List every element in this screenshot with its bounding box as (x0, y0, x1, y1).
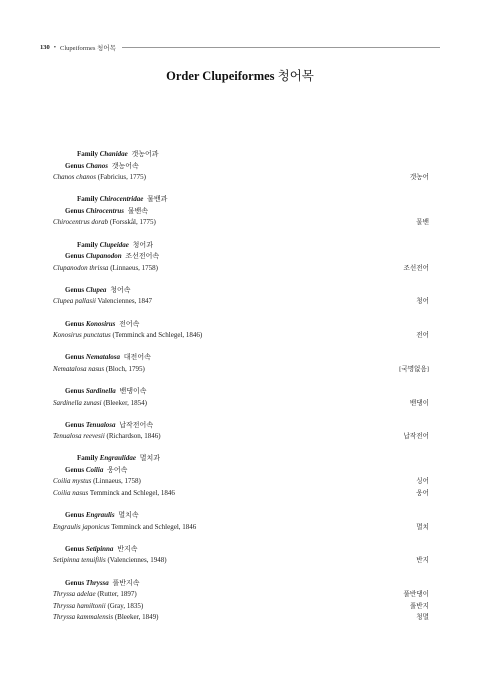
genus-name: Clupanodon (85, 252, 122, 261)
species-name: Clupea pallasii (53, 297, 96, 306)
family-korean-name: 물밴과 (147, 195, 168, 204)
species-name: Konosirus punctatus (53, 331, 111, 340)
species-name: Setipinna tenuifilis (53, 556, 106, 565)
genus-name: Chanos (85, 161, 108, 170)
species-author: Temminck and Schlegel, 1846 (111, 522, 197, 531)
species-row (53, 476, 429, 488)
running-head-section: Clupeiformes 청어목 (60, 44, 116, 52)
genus-name: Tenualosa (85, 420, 116, 429)
species-author: (Bloch, 1795) (105, 364, 145, 373)
genus-prefix: Genus (65, 420, 85, 429)
genus-name: Thryssa (85, 578, 109, 587)
species-row (53, 589, 429, 601)
family-row (53, 194, 429, 206)
page-title-en: Order Clupeiformes (166, 69, 275, 83)
genus-row (53, 285, 429, 297)
family-korean-name: 갯농어과 (131, 150, 159, 158)
species-author: (Bleeker, 1849) (114, 613, 159, 622)
genus-prefix: Genus (65, 578, 85, 587)
species-name: Thryssa hamiltonii (53, 601, 106, 610)
genus-name: Clupea (85, 285, 107, 294)
genus-row (53, 161, 429, 173)
genus-korean-name: 조선전어속 (125, 252, 160, 261)
genus-korean-name: 웅어속 (107, 465, 128, 474)
species-name: Sardinella zunasi (53, 398, 102, 407)
genus-korean-name: 청어속 (110, 285, 131, 294)
page-title (0, 66, 480, 84)
family-prefix: Family (77, 150, 98, 158)
korean-common-name: 밴댕이 (409, 399, 429, 407)
family-korean-name: 멸치과 (139, 454, 160, 463)
family-row (53, 149, 429, 161)
genus-name: Setipinna (85, 544, 114, 553)
korean-common-name: 조선전어 (403, 264, 429, 272)
species-name: Thryssa adelae (53, 590, 96, 599)
species-author: (Bleeker, 1854) (103, 398, 147, 407)
running-head (40, 41, 440, 53)
species-name: Nematalosa nasus (53, 364, 105, 373)
korean-common-name: 갯농어 (409, 174, 429, 182)
genus-row (53, 206, 429, 218)
genus-row (53, 510, 429, 522)
korean-common-name: 반지 (416, 557, 429, 565)
korean-common-name: 멸치 (416, 523, 429, 531)
genus-korean-name: 밴댕이속 (119, 386, 147, 395)
korean-common-name: 웅어 (416, 490, 429, 498)
genus-korean-name: 대전어속 (123, 353, 151, 362)
species-name: Thryssa kammalensis (53, 613, 114, 622)
korean-common-name: 전어 (416, 332, 429, 340)
species-author: Temminck and Schlegel, 1846 (89, 489, 175, 498)
genus-prefix: Genus (65, 544, 85, 553)
family-name: Engraulidae (99, 454, 136, 463)
species-author: (Gray, 1835) (107, 601, 144, 610)
species-row (53, 522, 429, 534)
species-row (53, 555, 429, 567)
genus-prefix: Genus (65, 353, 85, 362)
species-name: Chirocentrus dorab (53, 218, 109, 227)
species-name: Coilia mystus (53, 477, 92, 486)
species-row (53, 431, 429, 443)
family-name: Chirocentridae (99, 195, 144, 204)
korean-common-name: [국명없음] (399, 365, 429, 373)
page-number: 130 (40, 43, 50, 51)
genus-row (53, 386, 429, 398)
species-row (53, 398, 429, 410)
korean-common-name: 청어 (416, 298, 429, 306)
genus-row (53, 465, 429, 477)
species-author: (Linnaeus, 1758) (93, 477, 141, 486)
genus-prefix: Genus (65, 285, 85, 294)
genus-name: Konosirus (85, 319, 116, 328)
species-row (53, 488, 429, 500)
family-prefix: Family (77, 240, 98, 249)
genus-name: Nematalosa (85, 353, 121, 362)
species-row (53, 296, 429, 308)
species-name: Tenualosa reevesii (53, 432, 105, 441)
species-row (53, 612, 429, 624)
family-prefix: Family (77, 454, 98, 463)
genus-name: Sardinella (85, 386, 116, 395)
genus-row (53, 251, 429, 263)
species-row (53, 263, 429, 275)
species-row (53, 364, 429, 376)
species-row (53, 330, 429, 342)
species-author: (Forsskål, 1775) (109, 218, 156, 227)
species-author: (Richardson, 1846) (106, 432, 161, 441)
species-name: Clupanodon thrissa (53, 263, 109, 272)
genus-prefix: Genus (65, 319, 85, 328)
genus-row (53, 544, 429, 556)
genus-korean-name: 멸치속 (118, 511, 139, 520)
genus-korean-name: 납작전어속 (119, 420, 154, 429)
species-author: (Linnaeus, 1758) (110, 263, 159, 272)
genus-row (53, 578, 429, 590)
header-separator: • (53, 43, 57, 51)
genus-korean-name: 반지속 (117, 544, 138, 553)
genus-prefix: Genus (65, 161, 85, 170)
genus-row (53, 319, 429, 331)
family-name: Clupeidae (99, 240, 129, 249)
species-row (53, 172, 429, 184)
species-author: (Temminck and Schlegel, 1846) (112, 331, 203, 340)
header-rule (122, 47, 440, 48)
genus-name: Coilia (85, 465, 104, 474)
genus-prefix: Genus (65, 511, 85, 520)
genus-prefix: Genus (65, 386, 85, 395)
taxonomy-list (53, 149, 429, 624)
genus-prefix: Genus (65, 252, 85, 261)
korean-common-name: 풀반댕이 (403, 591, 429, 599)
genus-row (53, 420, 429, 432)
genus-name: Chirocentrus (85, 206, 124, 215)
species-author: Valenciennes, 1847 (97, 297, 153, 306)
genus-prefix: Genus (65, 206, 85, 215)
species-name: Coilia nasus (53, 489, 89, 498)
species-author: (Fabricius, 1775) (97, 173, 146, 182)
family-row (53, 453, 429, 465)
genus-row (53, 352, 429, 364)
genus-korean-name: 전어속 (119, 319, 140, 328)
korean-common-name: 청멸 (416, 614, 429, 622)
species-name: Chanos chanos (53, 173, 96, 182)
korean-common-name: 싱어 (416, 478, 429, 486)
species-name: Engraulis japonicus (53, 522, 110, 531)
page-title-ko: 청어목 (277, 69, 314, 83)
family-row (53, 240, 429, 252)
genus-korean-name: 풀반지속 (112, 578, 140, 587)
genus-korean-name: 갯농어속 (111, 161, 139, 170)
species-author: (Valenciennes, 1948) (107, 556, 167, 565)
korean-common-name: 납작전어 (403, 433, 429, 441)
species-row (53, 217, 429, 229)
genus-name: Engraulis (85, 511, 115, 520)
genus-prefix: Genus (65, 465, 85, 474)
family-name: Chanidae (99, 150, 128, 158)
family-korean-name: 청어과 (132, 240, 153, 249)
species-author: (Rutter, 1897) (97, 590, 137, 599)
family-prefix: Family (77, 195, 98, 204)
korean-common-name: 풀반지 (409, 602, 429, 610)
species-row (53, 601, 429, 613)
genus-korean-name: 물밴속 (127, 206, 148, 215)
korean-common-name: 물밴 (416, 219, 429, 227)
